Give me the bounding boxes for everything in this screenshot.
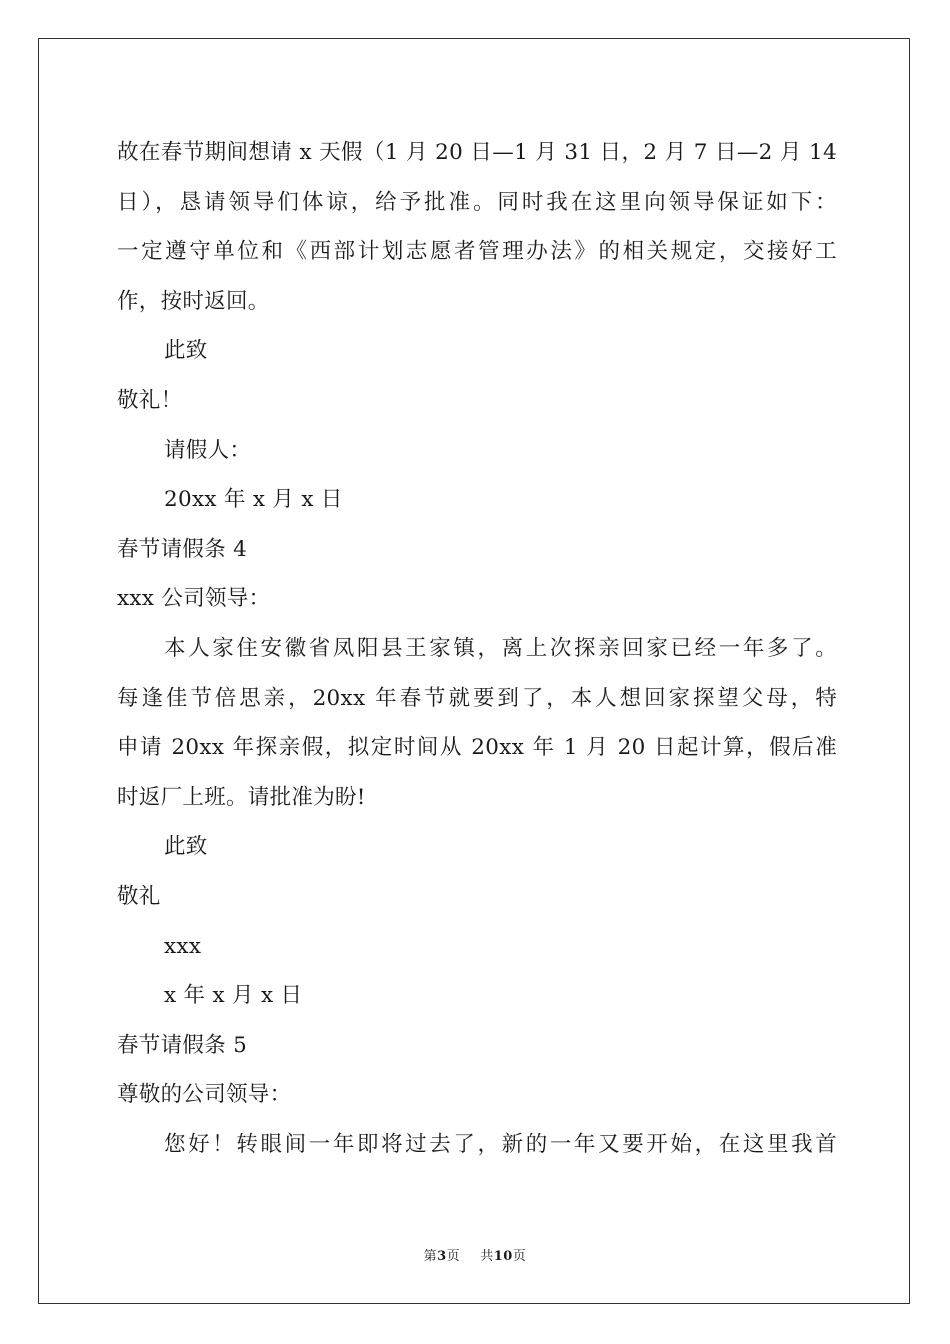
- text-line: 敬礼: [117, 883, 161, 909]
- text-line: 时返厂上班。请批准为盼!: [117, 784, 366, 810]
- text-line: 日），恳请领导们体谅，给予批准。同时我在这里向领导保证如下：: [117, 189, 837, 215]
- text-line: 春节请假条 5: [117, 1032, 248, 1058]
- document-body: [117, 128, 837, 1169]
- text-line: 敬礼！: [117, 387, 183, 413]
- text-line: 此致: [164, 834, 208, 860]
- total-prefix: 共: [480, 1249, 494, 1264]
- page-suffix: 页: [446, 1249, 461, 1264]
- text-line: x 年 x 月 x 日: [164, 983, 303, 1009]
- text-line: 每逢佳节倍思亲，20xx 年春节就要到了，本人想回家探望父母，特: [117, 685, 837, 711]
- text-line: 故在春节期间想请 x 天假（1 月 20 日—1 月 31 日，2 月 7 日—2 月 14: [117, 140, 837, 165]
- text-line: 一定遵守单位和《西部计划志愿者管理办法》的相关规定，交接好工: [117, 239, 837, 265]
- page-prefix: 第: [423, 1249, 438, 1264]
- page-footer: [0, 1245, 950, 1264]
- text-line: 作，按时返回。: [117, 288, 270, 314]
- total-suffix: 页: [512, 1249, 527, 1264]
- text-line: xxx: [164, 933, 202, 959]
- text-line: 申请 20xx 年探亲假，拟定时间从 20xx 年 1 月 20 日起计算，假后准: [117, 735, 837, 761]
- text-line: 请假人：: [164, 437, 252, 463]
- text-line: 此致: [164, 338, 208, 364]
- text-line: xxx 公司领导：: [117, 586, 271, 612]
- text-line: 春节请假条 4: [117, 536, 248, 562]
- page-number: 3: [437, 1249, 447, 1264]
- text-line: 本人家住安徽省凤阳县王家镇，离上次探亲回家已经一年多了。: [164, 635, 837, 661]
- text-line: 20xx 年 x 月 x 日: [164, 487, 343, 513]
- total-pages: 10: [493, 1249, 513, 1264]
- text-line: 尊敬的公司领导：: [117, 1082, 292, 1108]
- text-line: 您好！转眼间一年即将过去了，新的一年又要开始，在这里我首: [164, 1131, 837, 1157]
